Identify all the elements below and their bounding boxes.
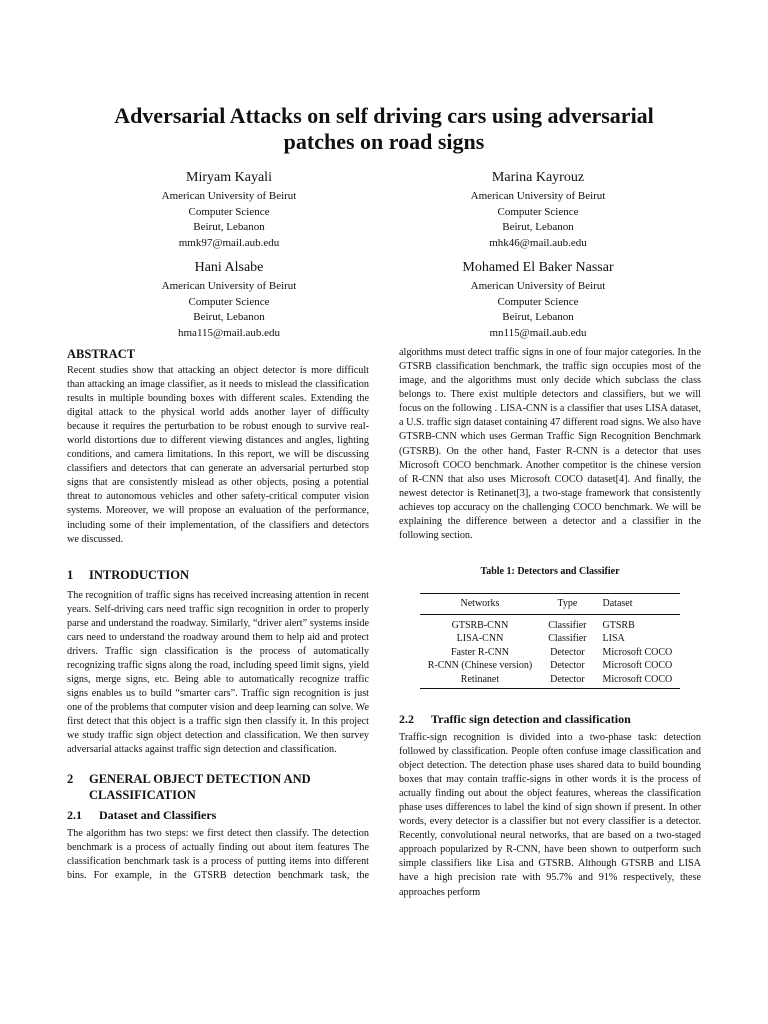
author-name: Miryam Kayali	[186, 170, 272, 185]
table-cell: Classifier	[548, 633, 587, 644]
abstract-heading: ABSTRACT	[67, 347, 136, 361]
author-location: Beirut, Lebanon	[193, 311, 265, 323]
author-email: mn115@mail.aub.edu	[489, 326, 587, 339]
author-name: Marina Kayrouz	[491, 170, 585, 185]
abstract-text: Recent studies show that attacking an object detector is more difficult than attacking an image classifier, as it needs to mislead the classification results in multiple bounding boxes with different scales. Extending the digital attack to the physical world adds another layer of difficulty because it requires the perturbation to be robust enough to survive real-world distortions due to different viewing distances and angles, lighting conditions, and camera limitations. In this report, we will be discussing classifiers and detectors that can generate an adversarial perturbed stop signs that are consistently mislead as other objects, posing a potential threat to autonomous vehicles and other safety-critical computer vision systems. Moreover, we will propose an evaluation of the performance, including some of their implementation, of the classifiers and detectors we discussed.	[67, 365, 369, 545]
author-email: mmk97@mail.aub.edu	[178, 236, 280, 249]
table-caption: Table 1: Detectors and Classifier	[480, 566, 620, 577]
table-cell: GTSRB	[602, 619, 635, 631]
author-email: mhk46@mail.aub.edu	[489, 236, 587, 249]
table-cell: Microsoft COCO	[602, 660, 673, 671]
author-affiliation: American University of Beirut	[470, 190, 606, 202]
table-header-row	[420, 594, 681, 615]
author-affiliation: American University of Beirut	[470, 280, 606, 292]
author-affiliation: American University of Beirut	[161, 190, 297, 202]
author-name: Hani Alsabe	[194, 260, 264, 275]
subsection-title: Dataset and Classifiers	[99, 808, 217, 823]
table-row	[420, 614, 681, 632]
table-cell: Classifier	[548, 619, 587, 631]
section-heading-general	[67, 771, 369, 803]
section-title: INTRODUCTION	[89, 567, 190, 582]
subsection-title: Traffic sign detection and classification	[431, 712, 631, 726]
table-cell: LISA	[602, 633, 625, 644]
table-cell: Microsoft COCO	[595, 673, 681, 689]
author-department: Computer Science	[188, 205, 270, 218]
author-location: Beirut, Lebanon	[502, 311, 574, 323]
subsection-number: 2.2	[399, 712, 414, 726]
left-column	[67, 346, 369, 883]
author-location: Beirut, Lebanon	[193, 221, 265, 233]
author-block-2	[388, 168, 688, 251]
table-header-cell: Type	[540, 594, 594, 615]
subsection-number: 2.1	[67, 808, 82, 823]
section-heading-introduction	[67, 567, 369, 583]
author-department: Computer Science	[188, 295, 270, 308]
section-title: GENERAL OBJECT DETECTION AND CLASSIFICATION	[89, 772, 311, 803]
table-row	[420, 632, 681, 646]
table-cell: Faster R-CNN	[450, 646, 509, 658]
author-affiliation: American University of Beirut	[161, 280, 297, 292]
detectors-table	[420, 593, 681, 689]
author-name: Mohamed El Baker Nassar	[462, 260, 614, 275]
author-email: hma115@mail.aub.edu	[178, 326, 280, 339]
table-cell: Detector	[540, 673, 594, 689]
table-row	[420, 646, 681, 660]
dataset-text-part-1: The algorithm has two steps: we first detect then classify. The detection benchmark is a process of actually finding out about item features The classification benchmark task is a process of putting items into different bins. For example, in the GTSRB detection benchmark task, the	[67, 828, 369, 882]
section-number: 2	[67, 772, 74, 787]
table-cell: GTSRB-CNN	[451, 619, 509, 631]
author-location: Beirut, Lebanon	[502, 221, 574, 233]
author-block-3	[79, 258, 379, 341]
table-cell: R-CNN (Chinese version)	[427, 660, 533, 671]
author-department: Computer Science	[497, 295, 579, 308]
table-row	[420, 659, 681, 673]
dataset-text-part-2: algorithms must detect traffic signs in one of four major categories. In the GTSRB classification benchmark, the traffic sign occupies most of the image, and the algorithms must only decide which subclass the class belongs to. There exist multiple detectors and classifiers, but we will focus on the following . LISA-CNN is a classifier that uses LISA dataset, a U.S. traffic sign dataset containing 47 different road signs. We also have GTSRB-CNN which uses German Traffic Sign Recognition Benchmark (GTSRB). On the other hand, Faster R-CNN is a detector that uses Microsoft COCO benchmark. Another competitor is the chinese version of R-CNN that also uses Microsoft COCO dataset[4]. And finally, the newest detector is Retinanet[3], a two-stage framework that consistently achieves top accuracy on the challenging COCO benchmark. We will be explaining the difference between a detector and a classifier in the following section.	[399, 347, 701, 541]
author-block-4	[388, 258, 688, 341]
table-row	[420, 673, 681, 689]
paper-title: Adversarial Attacks on self driving cars using adversarial patches on road signs	[114, 103, 654, 154]
table-cell: LISA-CNN	[456, 633, 504, 644]
subsection-heading-dataset	[67, 807, 369, 823]
author-department: Computer Science	[497, 205, 579, 218]
introduction-text: The recognition of traffic signs has received increasing attention in recent years. Self-driving cars need traffic sign recognition in order to properly parse and understand the roadway. Similarly, “driver alert” systems inside cars need to understand the roadway around them to help aid and protect drivers. Traffic sign classification is the process of automatically recognizing traffic signs along the road, including speed limit signs, yield signs, merge signs, etc. Being able to automatically recognize traffic signs enables us to build “smarter cars”. Traffic sign recognition is just one of the problems that computer vision and deep learning can solve. We first detect that this object is a traffic sign then classify it. In this project we study traffic sign object detection and classification. We then survey adversarial attacks against traffic sign detection and classification.	[67, 589, 369, 756]
table-cell: Detector	[550, 646, 585, 658]
table-cell: Retinanet	[420, 673, 540, 689]
subsection-heading-detection	[399, 711, 701, 727]
table-cell: Detector	[550, 660, 585, 671]
table-cell: Microsoft COCO	[602, 646, 673, 658]
table-header-cell: Dataset	[595, 594, 681, 615]
section-number: 1	[67, 567, 74, 582]
detection-text: Traffic-sign recognition is divided into a two-phase task: detection followed by classification. People often confuse image classification and object detection. The detection phase uses shared data to build bounding boxes that may contain traffic-signs in other words it is the process of actually finding out about the object features, whereas the classification phase uses differences to label the kind of sign shown if present. In other words, every detector is a classifier but not every classifier is a detector. Recently, convolutional neural networks, that are based on a two-staged approach popularized by R-CNN, have been shown to outperform such simple classifiers like Lisa and GTSRB. Although GTSRB and LISA have a high precision rate with 95.7% and 91% respectively, these approaches perform	[399, 732, 701, 898]
table-header-cell: Networks	[420, 594, 540, 615]
author-block-1	[79, 168, 379, 251]
right-column	[399, 346, 701, 900]
